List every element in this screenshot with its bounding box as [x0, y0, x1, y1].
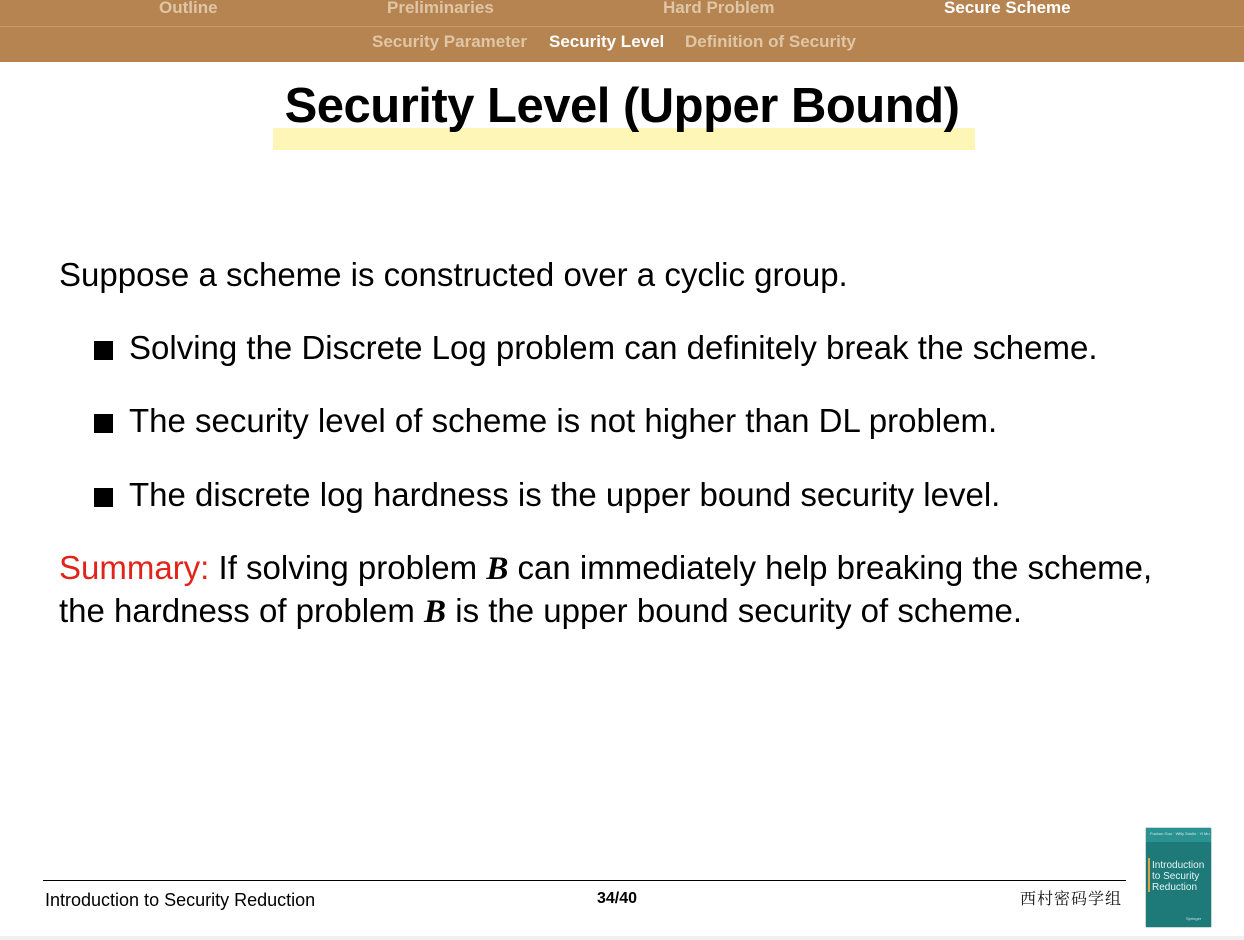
summary-paragraph	[59, 547, 1159, 633]
math-variable: B	[486, 551, 509, 587]
nav-section-secure-scheme[interactable]: Secure Scheme	[944, 0, 1071, 17]
book-publisher: Springer	[1186, 916, 1202, 921]
section-nav	[0, 0, 1244, 22]
intro-text: Suppose a scheme is constructed over a cyclic group.	[59, 256, 848, 293]
book-accent-bar	[1148, 858, 1150, 892]
square-bullet-icon	[94, 488, 113, 507]
bottom-strip	[0, 936, 1244, 940]
nav-subsection-security-parameter[interactable]: Security Parameter	[372, 32, 527, 51]
nav-subsection-security-level[interactable]: Security Level	[549, 32, 665, 51]
nav-section-preliminaries[interactable]: Preliminaries	[387, 0, 494, 17]
nav-divider	[0, 26, 1244, 27]
bullet-text: Solving the Discrete Log problem can definitely break the scheme.	[129, 329, 1098, 366]
bullet-text: The discrete log hardness is the upper bound security level.	[129, 476, 1001, 513]
bullet-text: The security level of scheme is not higher than DL problem.	[129, 402, 998, 439]
nav-subsection-definition-of-security[interactable]: Definition of Security	[685, 32, 856, 51]
square-bullet-icon	[94, 341, 113, 360]
calligraphy-logo: 西村密码学组	[1020, 889, 1123, 908]
navigation-bar	[0, 0, 1244, 62]
book-cover-image	[1146, 828, 1211, 927]
book-title: Introduction to Security Reduction	[1152, 860, 1205, 893]
footer-course-title: Introduction to Security Reduction	[45, 890, 316, 910]
summary-text: If solving problem	[209, 549, 487, 586]
slide-title: Security Level (Upper Bound)	[284, 79, 960, 133]
summary-text: is the upper bound security of scheme.	[446, 592, 1023, 629]
square-bullet-icon	[94, 414, 113, 433]
book-authors: Fuchun Guo · Willy Susilo · Yi Mu	[1150, 831, 1210, 836]
summary-text: can immediately help breaking the scheme, the hardness of problem	[59, 549, 1153, 629]
title-container	[0, 76, 1244, 136]
page-number: 34/40	[597, 890, 638, 907]
nav-section-hard-problem[interactable]: Hard Problem	[663, 0, 775, 17]
subsection-nav	[0, 32, 1244, 56]
footer-divider	[43, 880, 1126, 881]
summary-label: Summary:	[59, 549, 210, 586]
math-variable: B	[424, 594, 447, 630]
nav-section-outline[interactable]: Outline	[159, 0, 218, 17]
